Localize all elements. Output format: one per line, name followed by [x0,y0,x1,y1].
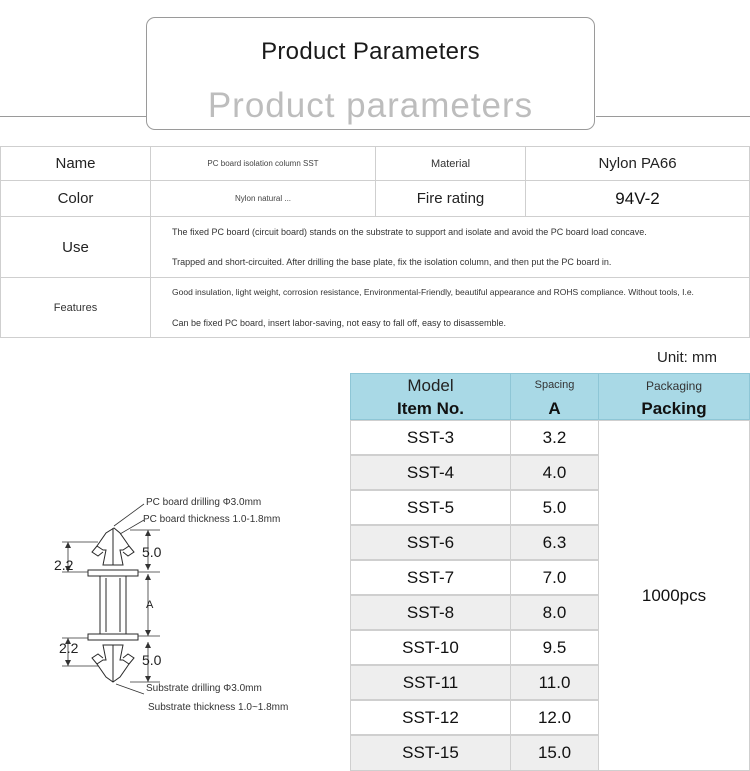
table-row [350,525,599,560]
dim-top-width: 2.2 [54,557,74,573]
name-label: Name [0,146,151,181]
name-value: PC board isolation column SST [150,146,376,181]
packing-cell: 1000pcs [598,420,750,771]
spacing-cell: 11.0 [510,665,599,700]
color-value: Nylon natural ... [150,180,376,217]
table-row [350,665,599,700]
page-subtitle: Product parameters [207,86,534,125]
table-row [350,490,599,525]
table-row [350,455,599,490]
spacing-header-label: Spacing [534,379,575,391]
model-header [350,373,511,420]
dim-spacing-a: A [146,599,154,611]
table-row [350,595,599,630]
model-cell: SST-8 [350,595,511,630]
table-row [350,630,599,665]
model-cell: SST-5 [350,490,511,525]
dim-bottom-width: 2.2 [59,640,79,656]
fire-rating-value: 94V-2 [525,180,750,217]
page-title: Product Parameters [261,38,480,65]
features-description [150,277,750,338]
table-row [350,560,599,595]
packing-header-label: Packing [641,399,707,418]
model-cell: SST-15 [350,735,511,771]
info-table [0,146,750,338]
spacing-cell: 12.0 [510,700,599,735]
table-row [350,735,599,771]
spacing-cell: 3.2 [510,420,599,455]
spacing-header [510,373,599,420]
header-rule-right [596,116,750,117]
model-cell: SST-4 [350,455,511,490]
spacing-a-header-label: A [548,399,561,418]
features-line-1: Good insulation, light weight, corrosion resistance, Environmental-Friendly, beautiful appearance and ROHS compliance. Without tools, I.e. [172,287,694,297]
spacing-cell: 8.0 [510,595,599,630]
title-box [146,17,595,130]
use-description [150,216,750,278]
use-label: Use [0,216,151,278]
features-line-2: Can be fixed PC board, insert labor-saving, not easy to fall off, easy to disassemble. [172,318,507,328]
isolation-column-diagram [48,490,298,720]
spacing-cell: 7.0 [510,560,599,595]
fire-rating-label: Fire rating [375,180,526,217]
packaging-header-label: Packaging [645,379,703,393]
table-row [350,700,599,735]
spacing-cell: 5.0 [510,490,599,525]
product-table [350,373,750,771]
model-cell: SST-10 [350,630,511,665]
model-cell: SST-7 [350,560,511,595]
substrate-thickness-label: Substrate thickness 1.0~1.8mm [148,702,289,713]
spacing-cell: 6.3 [510,525,599,560]
pc-drilling-label: PC board drilling Φ3.0mm [146,497,262,508]
item-no-header-label: Item No. [396,399,465,418]
model-cell: SST-11 [350,665,511,700]
substrate-drilling-label: Substrate drilling Φ3.0mm [146,683,262,694]
use-line-1: The fixed PC board (circuit board) stands on the substrate to support and isolate and avoid the PC board load concave. [172,227,647,237]
color-label: Color [0,180,151,217]
pc-thickness-label: PC board thickness 1.0-1.8mm [143,514,281,525]
model-header-label: Model [407,376,454,395]
dim-bottom-height: 5.0 [142,652,162,668]
spacing-cell: 9.5 [510,630,599,665]
material-label: Material [375,146,526,181]
spacing-cell: 4.0 [510,455,599,490]
model-cell: SST-12 [350,700,511,735]
use-line-2: Trapped and short-circuited. After drilling the base plate, fix the isolation column, and then put the PC board in. [172,257,612,267]
spacing-cell: 15.0 [510,735,599,771]
packaging-header [598,373,750,420]
material-value: Nylon PA66 [525,146,750,181]
unit-label: Unit: mm [657,349,717,366]
features-label: Features [0,277,151,338]
model-cell: SST-3 [350,420,511,455]
model-cell: SST-6 [350,525,511,560]
header-rule-left [0,116,146,117]
table-row [350,420,599,455]
dim-top-height: 5.0 [142,544,162,560]
